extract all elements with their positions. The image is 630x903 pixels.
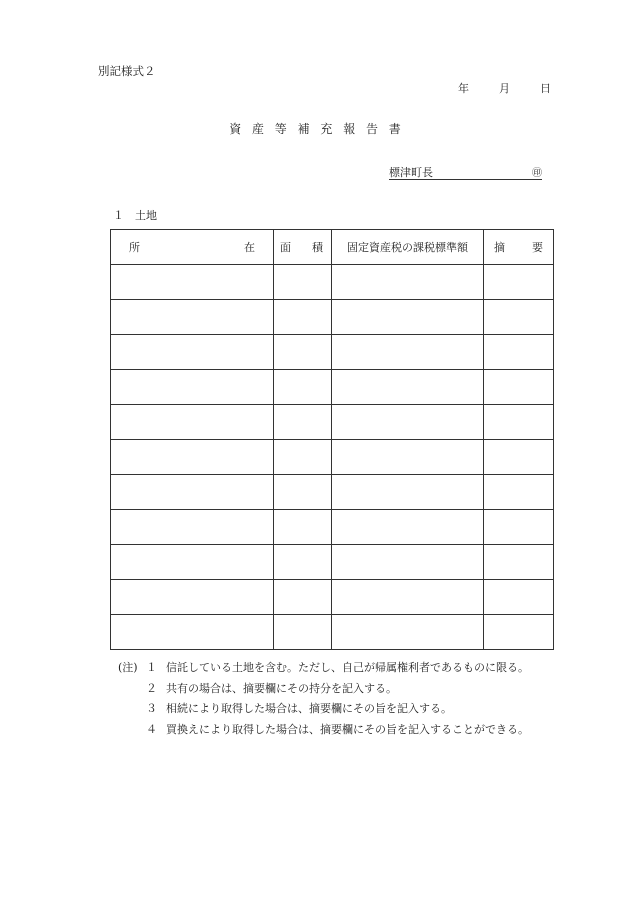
tax-base-cell[interactable]	[332, 510, 484, 545]
header-remarks	[484, 230, 554, 265]
area-cell[interactable]	[274, 545, 332, 580]
table-row	[111, 265, 554, 300]
area-cell[interactable]	[274, 475, 332, 510]
tax-base-cell[interactable]	[332, 615, 484, 650]
note-text: 買換えにより取得した場合は、摘要欄にその旨を記入することができる。	[166, 722, 529, 736]
table-row	[111, 300, 554, 335]
notes	[118, 658, 529, 740]
remarks-cell[interactable]	[484, 440, 554, 475]
tax-base-cell[interactable]	[332, 335, 484, 370]
section-heading: １ 土地	[113, 209, 157, 222]
note-text: 信託している土地を含む。ただし、自己が帰属権利者であるものに限る。	[166, 661, 529, 674]
location-cell[interactable]	[111, 265, 274, 300]
table-row	[111, 405, 554, 440]
table-row	[111, 545, 554, 580]
tax-base-cell[interactable]	[332, 580, 484, 615]
location-cell[interactable]	[111, 510, 274, 545]
note-number: ２	[146, 681, 157, 695]
note-text: 共有の場合は、摘要欄にその持分を記入する。	[166, 681, 397, 695]
date-month-label: 月	[499, 82, 510, 95]
remarks-cell[interactable]	[484, 405, 554, 440]
tax-base-cell[interactable]	[332, 405, 484, 440]
remarks-cell[interactable]	[484, 510, 554, 545]
tax-base-cell[interactable]	[332, 545, 484, 580]
header-remarks-char-2: 要	[532, 241, 543, 254]
table-row	[111, 510, 554, 545]
tax-base-cell[interactable]	[332, 265, 484, 300]
note-number: ４	[146, 722, 157, 736]
header-area-char-1: 面	[280, 241, 291, 254]
table-row	[111, 475, 554, 510]
date-year-label: 年	[458, 82, 469, 95]
header-remarks-char-1: 摘	[494, 241, 505, 254]
note-number: １	[146, 661, 157, 674]
date-line	[458, 80, 551, 96]
note-item	[118, 720, 529, 741]
location-cell[interactable]	[111, 335, 274, 370]
area-cell[interactable]	[274, 440, 332, 475]
note-item	[118, 658, 529, 679]
location-cell[interactable]	[111, 440, 274, 475]
remarks-cell[interactable]	[484, 300, 554, 335]
table-header-row	[111, 230, 554, 265]
location-cell[interactable]	[111, 475, 274, 510]
table-row	[111, 615, 554, 650]
addressee	[389, 165, 542, 180]
header-area	[274, 230, 332, 265]
note-item	[118, 699, 529, 720]
area-cell[interactable]	[274, 615, 332, 650]
area-cell[interactable]	[274, 335, 332, 370]
header-location-char-1: 所	[129, 241, 140, 254]
land-table	[110, 229, 554, 650]
location-cell[interactable]	[111, 370, 274, 405]
table-body	[111, 265, 554, 650]
remarks-cell[interactable]	[484, 265, 554, 300]
tax-base-cell[interactable]	[332, 475, 484, 510]
area-cell[interactable]	[274, 510, 332, 545]
remarks-cell[interactable]	[484, 580, 554, 615]
date-day-label: 日	[540, 82, 551, 95]
location-cell[interactable]	[111, 615, 274, 650]
tax-base-cell[interactable]	[332, 440, 484, 475]
area-cell[interactable]	[274, 265, 332, 300]
tax-base-cell[interactable]	[332, 370, 484, 405]
location-cell[interactable]	[111, 405, 274, 440]
table-row	[111, 335, 554, 370]
area-cell[interactable]	[274, 405, 332, 440]
addressee-title: 標津町長	[389, 166, 433, 179]
table-row	[111, 440, 554, 475]
area-cell[interactable]	[274, 580, 332, 615]
document-title: 資産等補充報告書	[229, 122, 412, 136]
remarks-cell[interactable]	[484, 615, 554, 650]
area-cell[interactable]	[274, 370, 332, 405]
header-area-char-2: 積	[312, 241, 323, 254]
header-location	[111, 230, 274, 265]
notes-mark: (注)	[118, 661, 138, 674]
remarks-cell[interactable]	[484, 370, 554, 405]
location-cell[interactable]	[111, 545, 274, 580]
table-row	[111, 370, 554, 405]
location-cell[interactable]	[111, 580, 274, 615]
location-cell[interactable]	[111, 300, 274, 335]
note-number: ３	[146, 702, 157, 715]
note-text: 相続により取得した場合は、摘要欄にその旨を記入する。	[166, 702, 452, 715]
area-cell[interactable]	[274, 300, 332, 335]
remarks-cell[interactable]	[484, 335, 554, 370]
header-location-char-2: 在	[244, 241, 255, 254]
remarks-cell[interactable]	[484, 475, 554, 510]
header-tax-base: 固定資産税の課税標準額	[332, 230, 484, 265]
tax-base-cell[interactable]	[332, 300, 484, 335]
table-row	[111, 580, 554, 615]
seal-mark: ㊞	[532, 168, 542, 179]
remarks-cell[interactable]	[484, 545, 554, 580]
form-number: 別記様式２	[98, 64, 156, 78]
note-item	[118, 679, 529, 700]
